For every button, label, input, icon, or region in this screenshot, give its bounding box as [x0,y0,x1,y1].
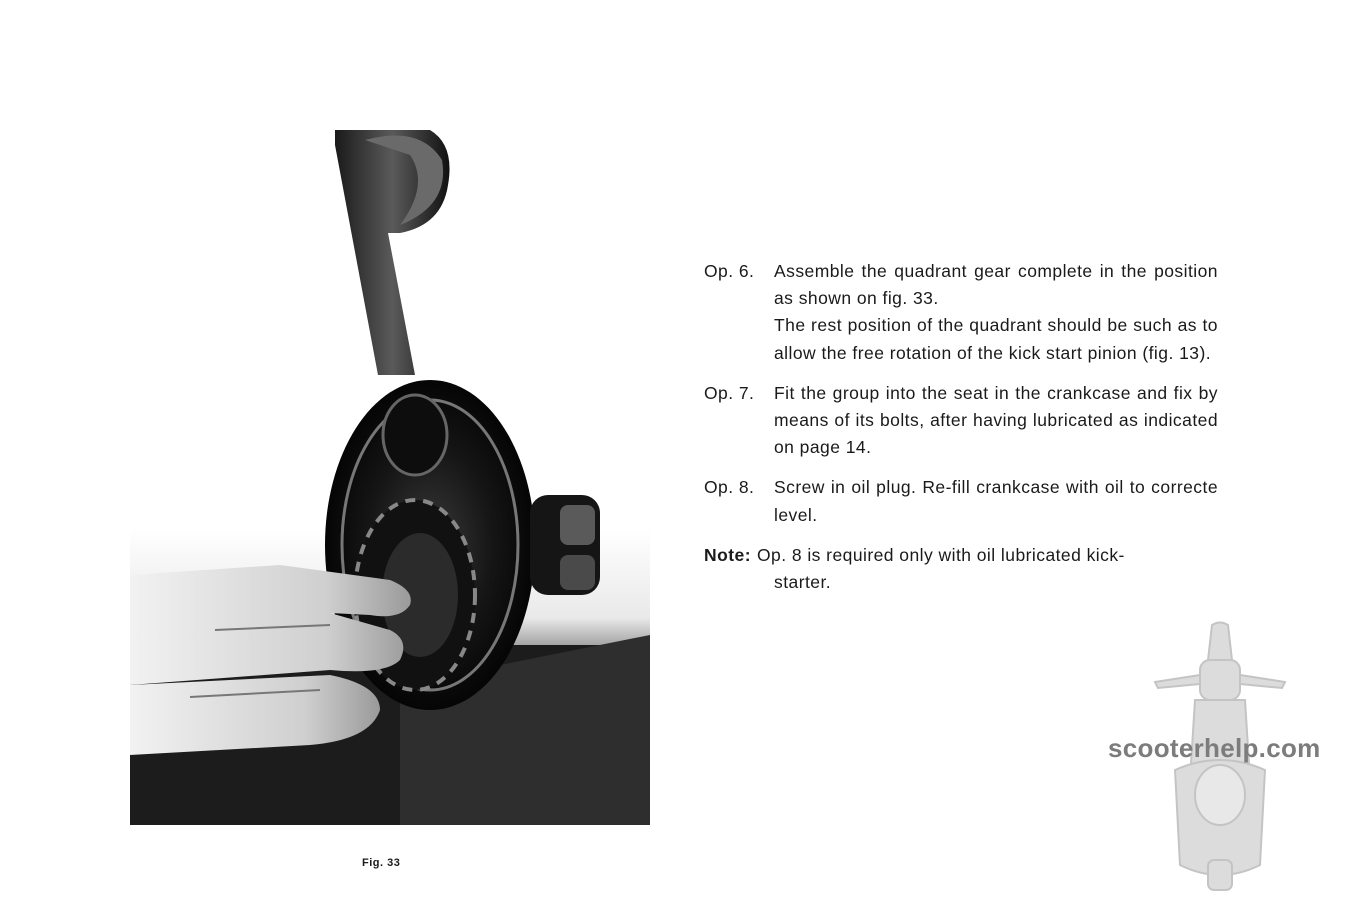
watermark-text[interactable]: scooterhelp.com [1108,733,1321,763]
operation-7 [704,380,1218,462]
kick-start-quadrant-photo [130,85,650,825]
operation-paragraph: Fit the group into the seat in the crankcase and fix by means of its bolts, after having lubricated as indicated on page 14. [774,382,1218,458]
note-text-line1: Op. 8 is required only with oil lubricated kick- [756,544,1125,565]
operation-paragraph: The rest position of the quadrant should be such as to allow the free rotation of the kick start pinion (fig. 13). [774,315,1218,363]
note-text-line2: starter. [774,572,832,593]
operation-paragraph: Screw in oil plug. Re-fill crankcase with oil to correcte level. [774,477,1218,525]
note-label: Note: [704,544,751,565]
operation-text [774,258,1218,367]
operation-label: Op. 8. [704,477,755,498]
figure-caption: Fig. 33 [362,857,401,869]
note [704,542,1218,596]
operation-text [774,474,1218,528]
operation-8 [704,474,1218,528]
instructions-text [704,258,1218,596]
operation-text [774,380,1218,462]
operation-6 [704,258,1218,367]
operation-paragraph: Assemble the quadrant gear complete in the position as shown on fig. 33. [774,261,1218,309]
figure-photo [130,85,650,825]
operation-label: Op. 7. [704,382,755,403]
operation-label: Op. 6. [704,261,755,281]
